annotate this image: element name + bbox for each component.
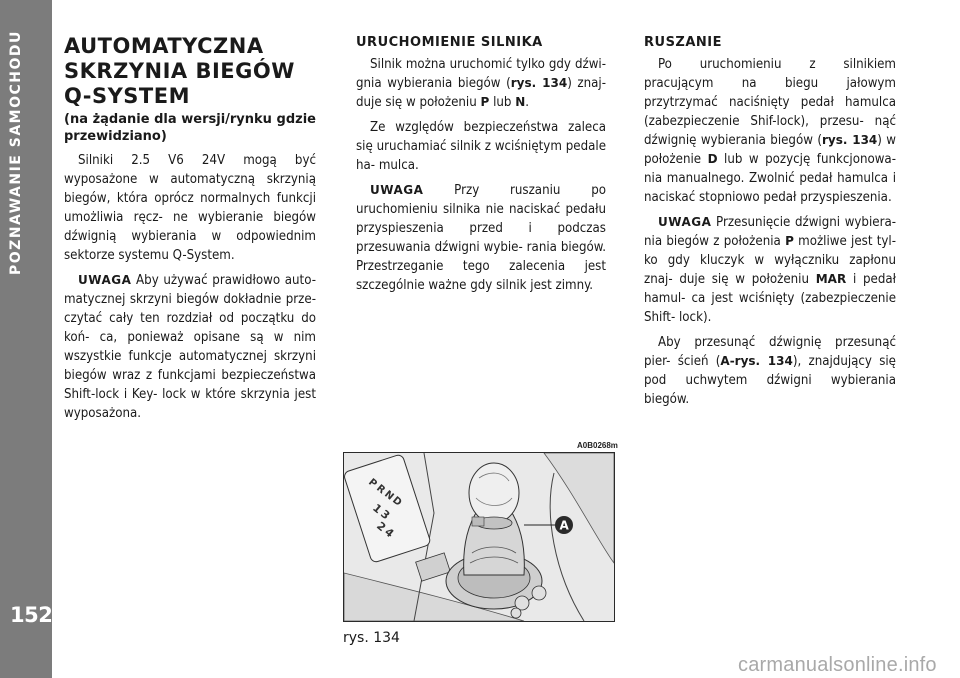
watermark: carmanualsonline.info	[738, 654, 937, 676]
text-run: i pedał hamul- ca jest wciśnięty (zabezpieczenie Shift- lock).	[644, 272, 896, 325]
figure-reference: A-rys. 134	[720, 354, 793, 368]
gear-d: D	[707, 152, 718, 166]
text-run: ), znajdujący się pod uchwytem dźwigni wybierania biegów.	[644, 354, 896, 407]
gear-p: P	[480, 95, 490, 109]
warning-text: Przy ruszaniu po uruchomieniu silnika nie naciskać pedału przyspieszenia przed i podczas przesuwania dźwigni wybie- rania biegów. Przestrzeganie tego zalecenia jest szczególnie ważne gdy silnik jest zimny.	[356, 183, 606, 293]
paragraph-intro: Silniki 2.5 V6 24V mogą być wyposażone w automatyczną skrzynią biegów, która oprócz normalnych funkcji umożliwia ręcz- ne wybieranie biegów dźwignią wybierania w odpowiednim sektorze systemu Q-System.	[64, 153, 316, 263]
warning-label: UWAGA	[78, 273, 132, 287]
chapter-title-line-3: Q-SYSTEM	[64, 84, 190, 108]
section-title: POZNAWANIE SAMOCHODU	[8, 30, 24, 275]
paragraph-warning	[356, 181, 606, 295]
text-run: .	[525, 95, 530, 110]
gate-label: R	[374, 482, 388, 497]
section-heading-engine-start: URUCHOMIENIE SILNIKA	[356, 35, 543, 50]
figure-gear-selector	[343, 452, 615, 622]
gate-label: D	[390, 494, 404, 509]
paragraph-ring	[644, 333, 896, 409]
text-run: ) znaj- duje się w położeniu	[356, 76, 606, 110]
console-button	[532, 586, 546, 600]
column-1	[64, 34, 316, 429]
column-3	[644, 34, 896, 415]
column-2	[356, 34, 606, 301]
chapter-title	[64, 34, 316, 109]
paragraph-warning	[64, 271, 316, 423]
chapter-title-line-2: SKRZYNIA BIEGÓW	[64, 59, 295, 83]
text-run: Po uruchomieniu z silnikiem pracującym na biegu jałowym przytrzymać naciśnięty pedał hamulca (zabezpieczenie Shif-lock), przesu- nąć dźwignię wybierania biegów (	[644, 57, 896, 148]
section-heading-driving-off: RUSZANIE	[644, 35, 723, 50]
gate-label: P	[366, 476, 379, 491]
text-run: Aby przesunąć dźwignię przesunąć pier- ścień (	[644, 335, 896, 369]
paragraph-safety: Ze względów bezpieczeństwa zaleca się uruchamiać silnik z wciśniętym pedale ha- mulca.	[356, 120, 606, 173]
ignition-mar: MAR	[815, 272, 847, 286]
paragraph-start-condition	[356, 55, 606, 112]
warning-label: UWAGA	[658, 215, 712, 229]
warning-label: UWAGA	[370, 183, 424, 197]
text-run: możliwe jest tyl- ko gdy kluczyk w wyłączniku zapłonu znaj- duje się w położeniu	[644, 234, 896, 287]
chapter-title-line-1: AUTOMATYCZNA	[64, 34, 264, 58]
section-sidebar	[0, 0, 52, 678]
gear-n: N	[515, 95, 526, 109]
text-run: Silnik można uruchomić tylko gdy dźwi- gnia wybierania biegów (	[356, 57, 606, 91]
chapter-subtitle: (na żądanie dla wersji/rynku gdzie przewidziano)	[64, 112, 316, 144]
gear-p: P	[785, 234, 794, 248]
gate-label: 4	[382, 525, 397, 541]
knob-switch	[472, 517, 484, 526]
gate-label: 2	[374, 519, 389, 535]
figure-code: A0B0268m	[577, 441, 618, 450]
text-run: ) w położenie	[644, 133, 897, 167]
figure-reference: rys. 134	[510, 76, 568, 90]
page-number: 152	[10, 603, 53, 627]
figure-caption: rys. 134	[343, 630, 400, 646]
gate-label: N	[382, 488, 396, 503]
text-run: Przesunięcie dźwigni wybiera- nia biegów z położenia	[644, 215, 896, 249]
paragraph-warning	[644, 213, 896, 327]
callout-a-label: A	[559, 518, 569, 533]
gate-label: 3	[378, 507, 393, 523]
figure-reference: rys. 134	[821, 133, 878, 147]
gear-selector-illustration	[344, 453, 614, 621]
paragraph-driving-off	[644, 55, 896, 207]
warning-text: Aby używać prawidłowo auto- matycznej skrzyni biegów dokładnie prze- czytać cały ten rozdział od początku do koń- ca, ponieważ opisane są w nim wszystkie funkcje automatycznej skrzyni biegów wraz z funkcjami bezpieczeństwa Shift-lock i Key- lock w które skrzynia jest wyposażona.	[64, 273, 316, 421]
gate-label: 1	[370, 501, 385, 517]
console-button	[511, 608, 521, 618]
text-run: lub w pozycję funkcjonowa- nia manualnego. Zwolnić pedał hamulca i naciskać stopniowo pedał przyspieszenia.	[644, 152, 896, 205]
text-run: lub	[489, 95, 516, 110]
